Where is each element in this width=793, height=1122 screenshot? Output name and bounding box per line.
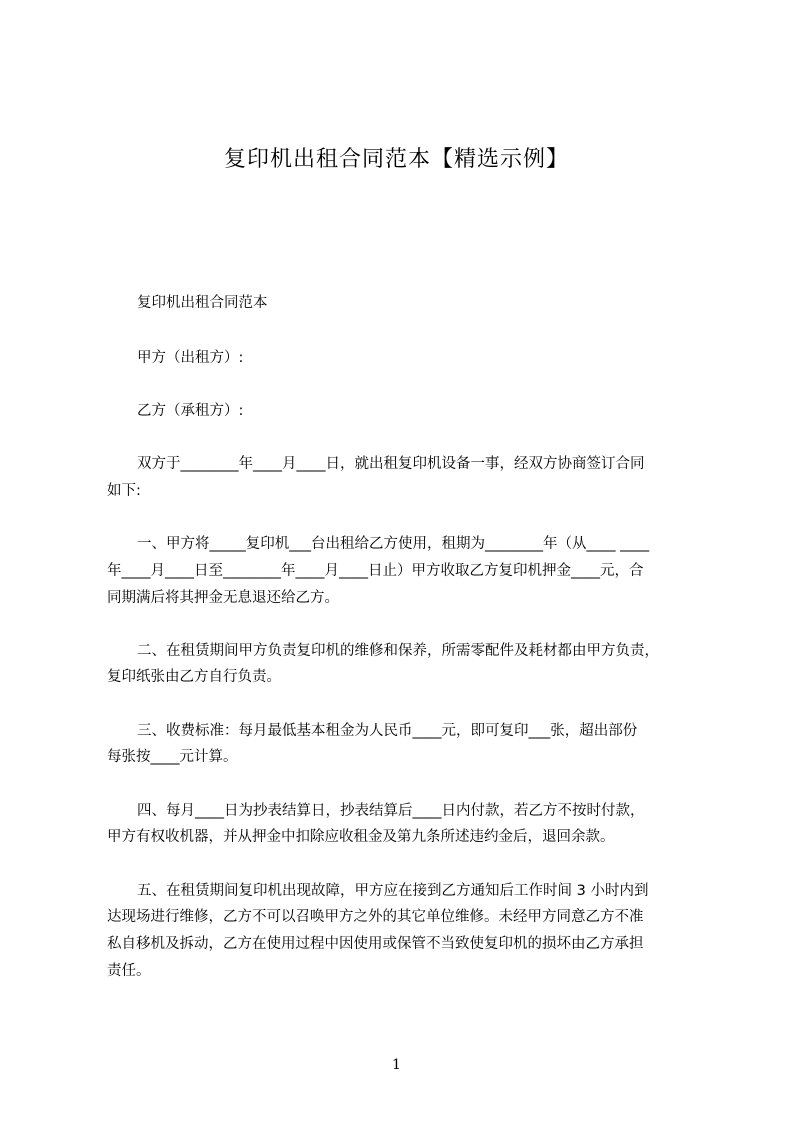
page-number: 1 xyxy=(392,1057,401,1073)
clause-3-line-1: 三、收费标准：每月最低基本租金为人民币____元，即可复印___张，超出部份 xyxy=(137,723,638,739)
intro-line-2: 如下: xyxy=(107,483,141,499)
clause-1-line-3: 同期满后将其押金无息退还给乙方。 xyxy=(107,590,339,606)
party-b-line: 乙方（承租方）: xyxy=(137,403,244,419)
clause-2-line-2: 复印纸张由乙方自行负责。 xyxy=(107,669,281,685)
clause-5-line-4: 责任。 xyxy=(107,963,151,979)
party-a-line: 甲方（出租方）: xyxy=(137,350,244,366)
clause-1-line-1: 一、甲方将_____复印机___台出租给乙方使用，租期为________年（从____ ____ xyxy=(137,536,650,552)
clause-4-line-1: 四、每月____日为抄表结算日，抄表结算后____日内付款，若乙方不按时付款， xyxy=(137,803,645,819)
clause-4-line-2: 甲方有权收机器，并从押金中扣除应收租金及第九条所述违约金后，退回余款。 xyxy=(107,829,615,845)
intro-line-1: 双方于________年____月____日，就出租复印机设备一事，经双方协商签订合同 xyxy=(137,456,645,472)
clause-5-line-2: 达现场进行维修，乙方不可以召唤甲方之外的其它单位维修。未经甲方同意乙方不准 xyxy=(107,909,644,925)
document-subtitle: 复印机出租合同范本 xyxy=(137,295,268,311)
clause-5-line-3: 私自移机及拆动，乙方在使用过程中因使用或保管不当致使复印机的损坏由乙方承担 xyxy=(107,936,644,952)
clause-2-line-1: 二、在租赁期间甲方负责复印机的维修和保养，所需零配件及耗材都由甲方负责， xyxy=(137,643,659,659)
clause-3-line-2: 每张按____元计算。 xyxy=(107,749,238,765)
clause-1-line-2: 年____月____日至________年____月____日止）甲方收取乙方复印机押金____元，合 xyxy=(107,563,644,579)
page-title: 复印机出租合同范本【精选示例】 xyxy=(223,147,569,172)
clause-5-line-1: 五、在租赁期间复印机出现故障，甲方应在接到乙方通知后工作时间 3 小时内到 xyxy=(137,883,649,899)
